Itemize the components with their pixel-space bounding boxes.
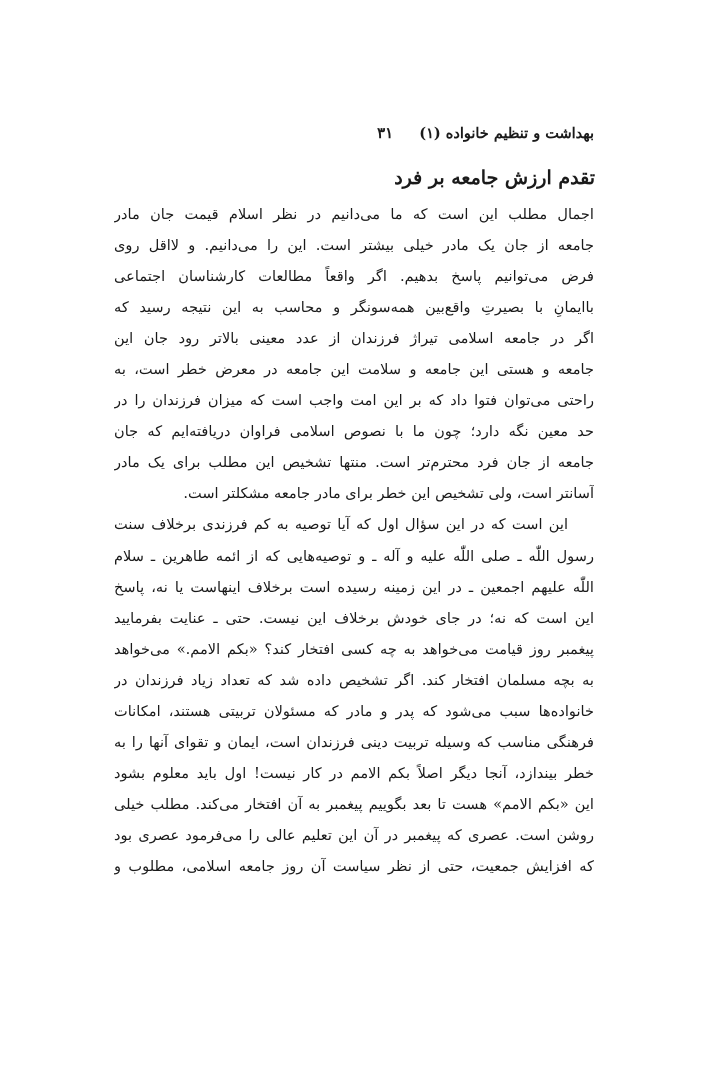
text-line: این «بکم الامم» هست تا بعد بگوییم پیغمبر به آن افتخار می‌کند. مطلب خیلی (114, 795, 594, 813)
text-line: اگر در جامعه اسلامی تیراژ فرزندان از عدد معینی بالاتر رود جان این (114, 330, 594, 348)
text-line: این است که نه؛ در جای خودش برخلاف این نیست. حتی ـ عنایت بفرمایید (114, 609, 594, 627)
text-line: فرهنگی مناسب که وسیله تربیت دینی فرزندان است، ایمان و تقوای آنها را به (114, 733, 594, 751)
text-line: اجمال مطلب این است که ما می‌دانیم در نظر اسلام قیمت جان مادر (114, 206, 594, 223)
running-header-title: بهداشت و تنظیم خانواده (۱) (419, 124, 594, 142)
body-text (114, 199, 594, 882)
text-line: حد معین نگه دارد؛ چون ما با نصوص اسلامی فراوان دریافته‌ایم که جان (114, 423, 594, 441)
text-line: جامعه و هستی این جامعه و سلامت این جامعه در معرض خطر است، به (114, 361, 594, 379)
text-line: جامعه از جان یک مادر خیلی بیشتر است. این را می‌دانیم. و لااقل روی (114, 237, 594, 255)
text-line: که افزایش جمعیت، حتی از نظر سیاست آن روز جامعه اسلامی، مطلوب و (114, 857, 594, 875)
text-line: اللّٰه علیهم اجمعین ـ در این زمینه رسیده است برخلاف اینهاست یا نه، پاسخ (114, 578, 594, 596)
text-line: باایمانِ با بصیرتِ واقع‌بین همه‌سونگر و محاسب به این نتیجه رسید که (114, 299, 594, 317)
text-line: آسانتر است، ولی تشخیص این خطر برای مادر جامعه مشکلتر است. (183, 485, 594, 503)
text-line: به بچه مسلمان افتخار کند. اگر تشخیص داده شد که تعداد زیاد فرزندان در (114, 671, 594, 689)
text-line: خانواده‌ها سبب می‌شود که پدر و مادر که مسئولان تربیتی هستند، امکانات (114, 702, 594, 720)
text-line: رسول اللّٰه ـ صلی اللّٰه علیه و آله ـ و توصیه‌هایی که از ائمه طاهرین ـ سلام (114, 547, 594, 565)
text-line: راحتی می‌توان فتوا داد که بر این امت واجب است که میزان فرزندان را در (114, 392, 594, 410)
text-line: جامعه از جان فرد محترم‌تر است. منتها تشخیص این مطلب برای یک مادر (114, 454, 594, 472)
text-line: روشن است. عصری که پیغمبر در آن این تعلیم عالی را می‌فرمود عصری بود (114, 826, 594, 844)
text-line: این است که در این سؤال اول که آیا توصیه به کم فرزندی برخلاف سنت (114, 516, 568, 534)
text-line: پیغمبر روز قیامت می‌خواهد به چه کسی افتخار کند؟ «بکم الامم.» می‌خواهد (114, 640, 594, 658)
text-line: خطر بیندازد، آنجا دیگر اصلاً بکم الامم در کار نیست! اول باید معلوم بشود (114, 764, 594, 782)
section-title: تقدم ارزش جامعه بر فرد (394, 167, 595, 189)
text-line: فرض می‌توانیم پاسخ بدهیم. اگر واقعاً مطالعات کارشناسان اجتماعی (114, 268, 594, 286)
running-header (114, 122, 594, 144)
page-number: ۳۱ (377, 124, 394, 142)
